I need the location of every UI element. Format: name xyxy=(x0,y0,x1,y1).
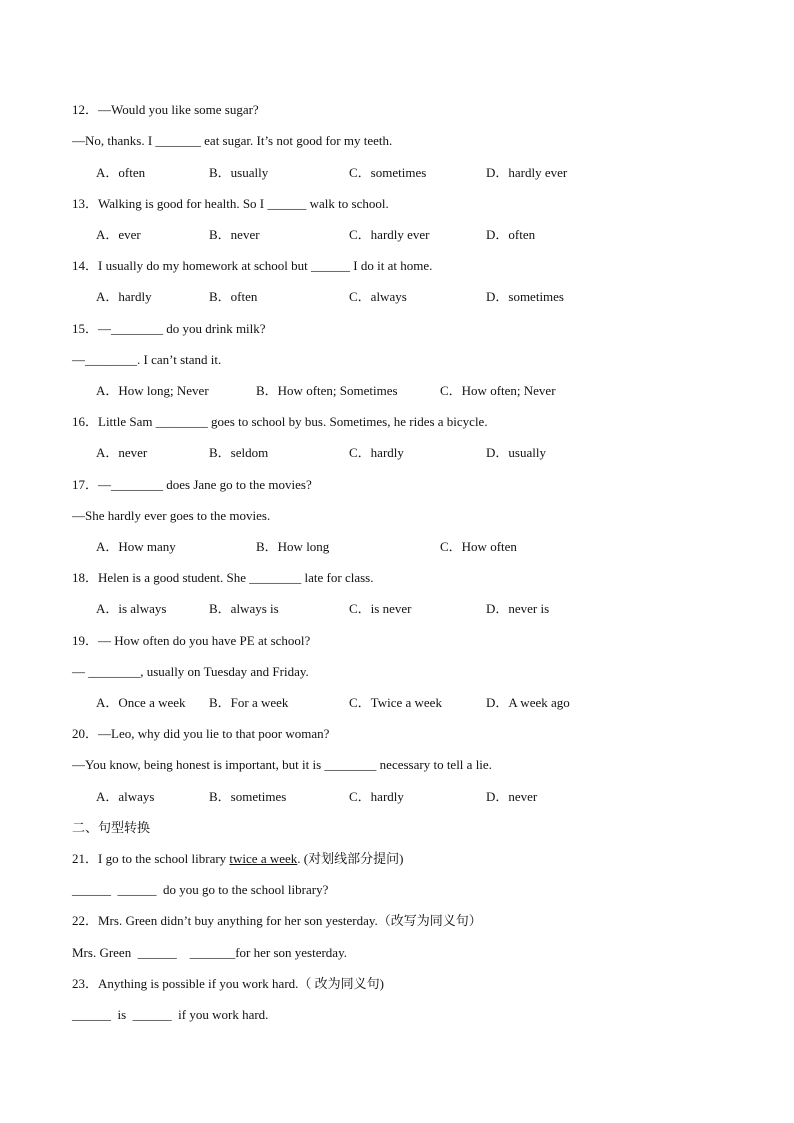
option-d[interactable]: D．often xyxy=(486,227,536,242)
option-a[interactable]: A．ever xyxy=(96,227,141,242)
option-b[interactable]: B．How long xyxy=(256,539,330,554)
question-18-stem: 18．Helen is a good student. She ________ late for class. xyxy=(72,570,374,585)
question-12-stem: 12．—Would you like some sugar? xyxy=(72,102,259,117)
option-a[interactable]: A．How many xyxy=(96,539,176,554)
question-18-options xyxy=(96,601,696,617)
option-a[interactable]: A．never xyxy=(96,445,148,460)
option-c[interactable]: C．How often; Never xyxy=(440,383,556,398)
question-21-suffix: . (对划线部分提问) xyxy=(297,851,404,866)
option-c[interactable]: C．hardly ever xyxy=(349,227,430,242)
question-13-options xyxy=(96,227,696,243)
option-b[interactable]: B．usually xyxy=(209,165,269,180)
question-21-underlined-phrase: twice a week xyxy=(229,851,298,866)
question-12-dialog: —No, thanks. I _______ eat sugar. It’s not good for my teeth. xyxy=(72,133,393,148)
option-c[interactable]: C．always xyxy=(349,289,407,304)
option-b[interactable]: B．seldom xyxy=(209,445,269,460)
question-21-stem xyxy=(72,851,403,867)
option-b[interactable]: B．For a week xyxy=(209,695,289,710)
option-d[interactable]: D．hardly ever xyxy=(486,165,568,180)
question-17-options xyxy=(96,539,696,555)
question-14-stem: 14．I usually do my homework at school but ______ I do it at home. xyxy=(72,258,433,273)
question-15-stem: 15．—________ do you drink milk? xyxy=(72,321,266,336)
option-a[interactable]: A．hardly xyxy=(96,289,152,304)
question-19-dialog: — ________, usually on Tuesday and Friday. xyxy=(72,664,309,679)
option-c[interactable]: C．sometimes xyxy=(349,165,427,180)
option-a[interactable]: A．often xyxy=(96,165,146,180)
option-a[interactable]: A．always xyxy=(96,789,155,804)
option-d[interactable]: D．A week ago xyxy=(486,695,570,710)
option-c[interactable]: C．hardly xyxy=(349,789,404,804)
option-d[interactable]: D．never is xyxy=(486,601,550,616)
question-23-answer-line[interactable]: ______ is ______ if you work hard. xyxy=(72,1007,269,1022)
question-17-stem: 17．—________ does Jane go to the movies? xyxy=(72,477,312,492)
question-22-answer-line[interactable]: Mrs. Green ______ _______for her son yesterday. xyxy=(72,945,347,960)
question-19-stem: 19．— How often do you have PE at school? xyxy=(72,633,311,648)
option-b[interactable]: B．often xyxy=(209,289,258,304)
option-b[interactable]: B．sometimes xyxy=(209,789,287,804)
question-14-options xyxy=(96,289,696,305)
question-15-dialog: —________. I can’t stand it. xyxy=(72,352,222,367)
question-12-options xyxy=(96,165,696,181)
question-20-dialog: —You know, being honest is important, but it is ________ necessary to tell a lie. xyxy=(72,757,492,772)
question-22-stem: 22．Mrs. Green didn’t buy anything for her son yesterday.（改写为同义句） xyxy=(72,913,482,928)
question-15-options xyxy=(96,383,696,399)
option-c[interactable]: C．How often xyxy=(440,539,517,554)
option-b[interactable]: B．always is xyxy=(209,601,279,616)
question-16-stem: 16．Little Sam ________ goes to school by bus. Sometimes, he rides a bicycle. xyxy=(72,414,488,429)
question-17-dialog: —She hardly ever goes to the movies. xyxy=(72,508,271,523)
option-b[interactable]: B．never xyxy=(209,227,260,242)
option-d[interactable]: D．usually xyxy=(486,445,546,460)
question-21-prefix: 21．I go to the school library xyxy=(72,851,230,866)
question-20-stem: 20．—Leo, why did you lie to that poor woman? xyxy=(72,726,330,741)
option-a[interactable]: A．Once a week xyxy=(96,695,186,710)
option-a[interactable]: A．How long; Never xyxy=(96,383,209,398)
question-16-options xyxy=(96,445,696,461)
option-d[interactable]: D．sometimes xyxy=(486,289,564,304)
question-23-stem: 23．Anything is possible if you work hard.（ 改为同义句) xyxy=(72,976,384,991)
question-21-answer-line[interactable]: ______ ______ do you go to the school library? xyxy=(72,882,329,897)
question-13-stem: 13．Walking is good for health. So I ______ walk to school. xyxy=(72,196,389,211)
option-c[interactable]: C．is never xyxy=(349,601,412,616)
question-20-options xyxy=(96,789,696,805)
option-d[interactable]: D．never xyxy=(486,789,538,804)
option-a[interactable]: A．is always xyxy=(96,601,167,616)
option-c[interactable]: C．hardly xyxy=(349,445,404,460)
option-b[interactable]: B．How often; Sometimes xyxy=(256,383,398,398)
option-c[interactable]: C．Twice a week xyxy=(349,695,442,710)
question-19-options xyxy=(96,695,696,711)
section-heading: 二、句型转换 xyxy=(72,820,151,835)
